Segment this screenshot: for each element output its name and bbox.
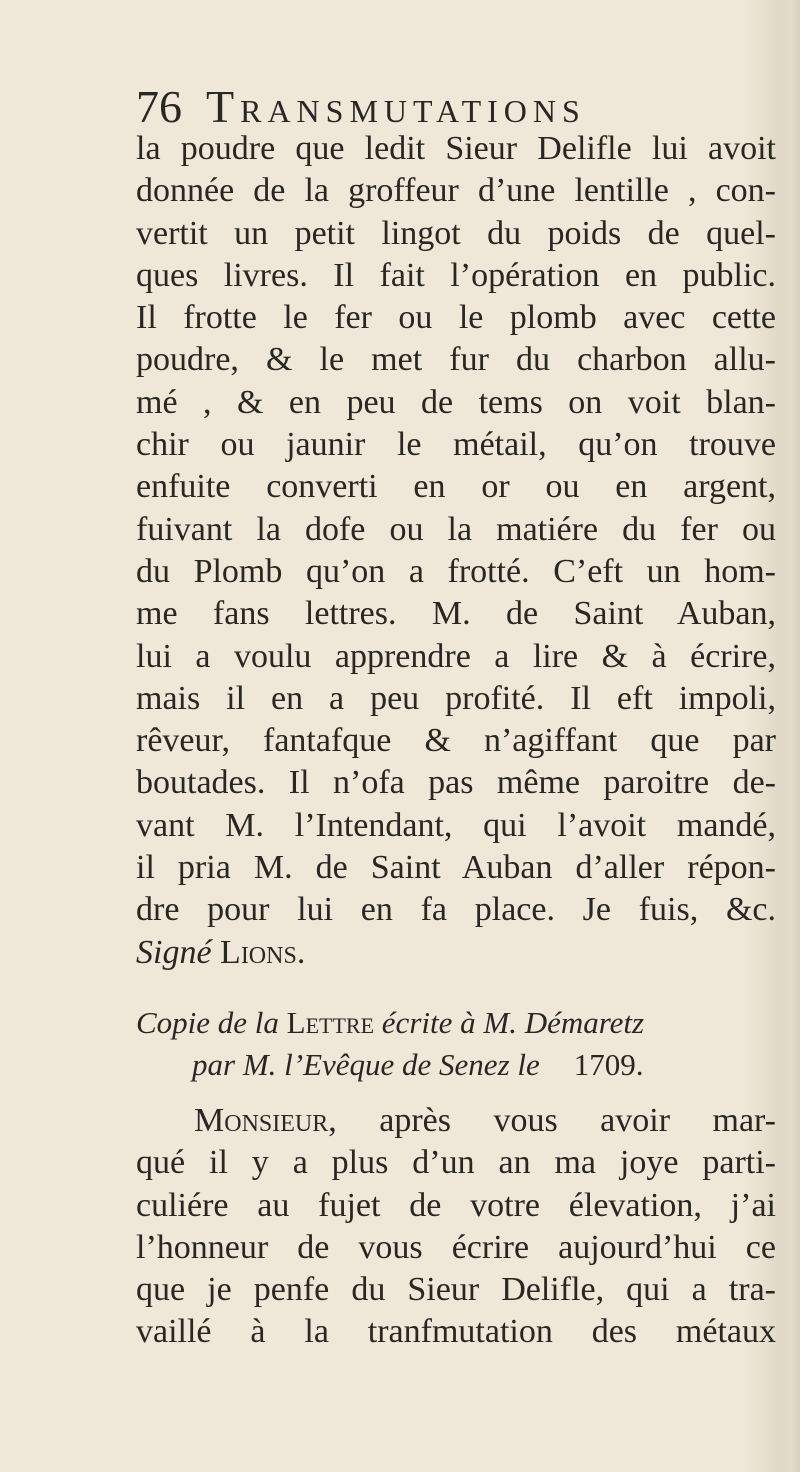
- text-line: lui a voulu apprendre a lire & à écrire,: [136, 637, 776, 675]
- text-line: dre pour lui en fa place. Je fuis, &c.: [136, 891, 776, 929]
- text-line: me fans lettres. M. de Saint Auban,: [136, 595, 776, 633]
- text-line: vertit un petit lingot du poids de quel-: [136, 214, 776, 252]
- letter-title-author: par M. l’Evêque de Senez le: [192, 1046, 540, 1082]
- text-line: mais il en a peu profité. Il eft impoli,: [136, 679, 776, 717]
- text-line: vant M. l’Intendant, qui l’avoit mandé,: [136, 806, 776, 844]
- text-fragment: , après vous avoir mar-: [328, 1101, 776, 1139]
- text-line: enfuite converti en or ou en argent,: [136, 468, 776, 506]
- text-line: donnée de la groffeur d’une lentille , con-: [136, 172, 776, 210]
- page-number: 76: [136, 81, 182, 132]
- letter-year: 1709.: [573, 1046, 644, 1082]
- text-line: Il frotte le fer ou le plomb avec cette: [136, 299, 776, 337]
- text-line: [136, 1100, 776, 1142]
- text-line: boutades. Il n’ofa pas même paroitre de-: [136, 764, 776, 802]
- text-line: ques livres. Il fait l’opération en public.: [136, 256, 776, 294]
- text-line: du Plomb qu’on a frotté. C’eft un hom-: [136, 552, 776, 590]
- salutation: Monsieur: [194, 1101, 329, 1139]
- text-line: rêveur, fantafque & n’agiffant que par: [136, 722, 776, 760]
- text-line: l’honneur de vous écrire aujourd’hui ce: [136, 1228, 776, 1266]
- signature: [136, 932, 776, 974]
- letter-title-recipient: écrite à M. Démaretz: [381, 1004, 645, 1040]
- paragraph-1: [136, 128, 776, 974]
- signature-name: Lions.: [220, 933, 306, 971]
- text-line: fuivant la dofe ou la matiére du fer ou: [136, 510, 776, 548]
- text-line: il pria M. de Saint Auban d’aller répon-: [136, 849, 776, 887]
- letter-title-prefix: Copie de la: [136, 1004, 279, 1040]
- text-line: vaillé à la tranfmutation des métaux: [136, 1313, 776, 1351]
- text-line: qué il y a plus d’un an ma joye parti-: [136, 1144, 776, 1182]
- text-line: mé , & en peu de tems on voit blan-: [136, 383, 776, 421]
- running-head: Transmutations: [206, 81, 586, 132]
- letter-title-lettre: Lettre: [286, 1004, 375, 1040]
- text-line: poudre, & le met fur du charbon allu-: [136, 341, 776, 379]
- page-edge-shadow: [776, 0, 800, 1472]
- letter-title: [136, 1002, 776, 1086]
- text-line: la poudre que ledit Sieur Delifle lui avoit: [136, 130, 776, 167]
- paragraph-2: [136, 1100, 776, 1354]
- text-line: chir ou jaunir le métail, qu’on trouve: [136, 426, 776, 464]
- signature-prefix: Signé: [136, 933, 212, 971]
- page-header: [136, 80, 776, 132]
- page-content: [136, 80, 776, 1354]
- text-line: que je penfe du Sieur Delifle, qui a tra-: [136, 1271, 776, 1309]
- text-line: culiére au fujet de votre élevation, j’ai: [136, 1186, 776, 1224]
